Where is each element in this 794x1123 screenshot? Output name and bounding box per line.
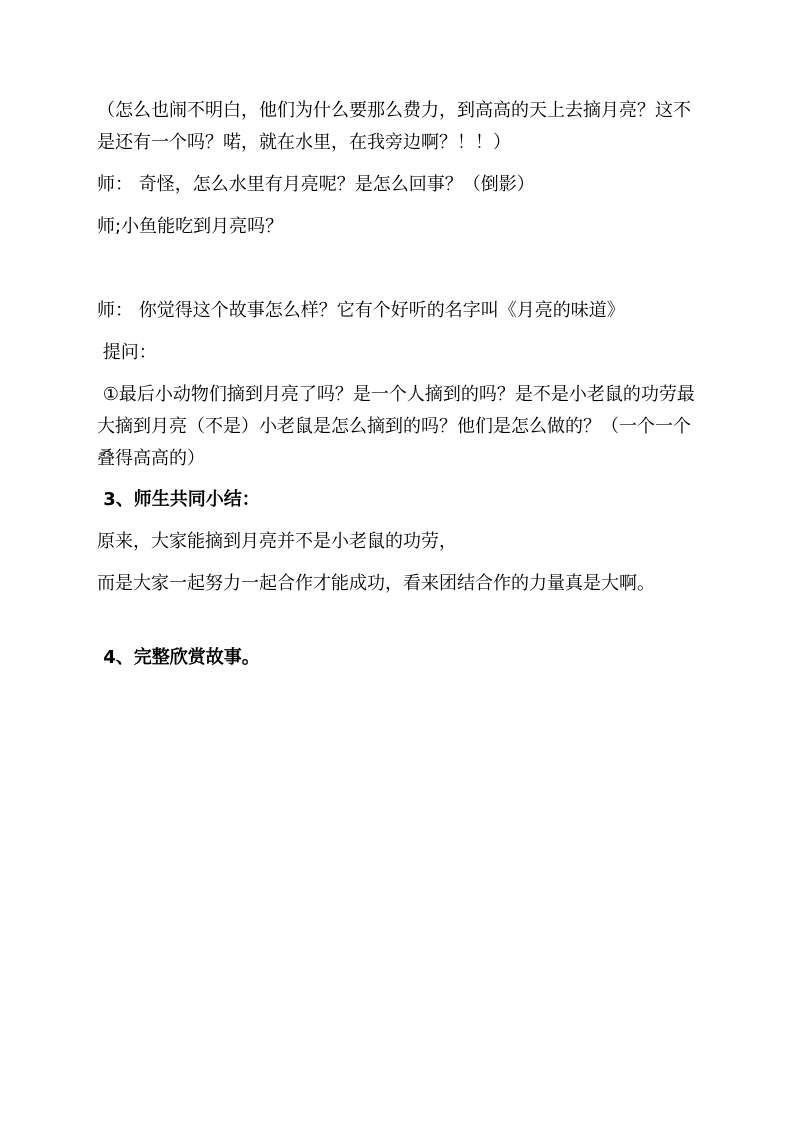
section-heading-full-story: 4、完整欣赏故事。 — [97, 647, 260, 668]
paragraph-summary-line-2: 而是大家一起努力一起合作才能成功，看来团结合作的力量真是大啊。 — [97, 573, 655, 594]
paragraph-questions-heading: 提问： — [97, 342, 157, 363]
paragraph-question-one: ①最后小动物们摘到月亮了吗？是一个人摘到的吗？是不是小老鼠的功劳最大摘到月亮（不是）小老鼠是怎么摘到的吗？他们是怎么做的？（一个一个叠得高高的） — [97, 384, 695, 469]
paragraph-teacher-question-reflection: 师： 奇怪，怎么水里有月亮呢？是怎么回事？（倒影） — [97, 174, 535, 195]
paragraph-summary-line-1: 原来，大家能摘到月亮并不是小老鼠的功劳， — [97, 531, 457, 552]
paragraph-moon-in-water: （怎么也闹不明白，他们为什么要那么费力，到高高的天上去摘月亮？这不是还有一个吗？喏，就在水里，在我旁边啊？！！） — [97, 100, 691, 153]
paragraph-teacher-question-fish: 师;小鱼能吃到月亮吗？ — [97, 216, 284, 237]
section-heading-summary: 3、师生共同小结： — [97, 489, 260, 510]
paragraph-teacher-story-title: 师： 你觉得这个故事怎么样？它有个好听的名字叫《月亮的味道》 — [97, 300, 625, 321]
